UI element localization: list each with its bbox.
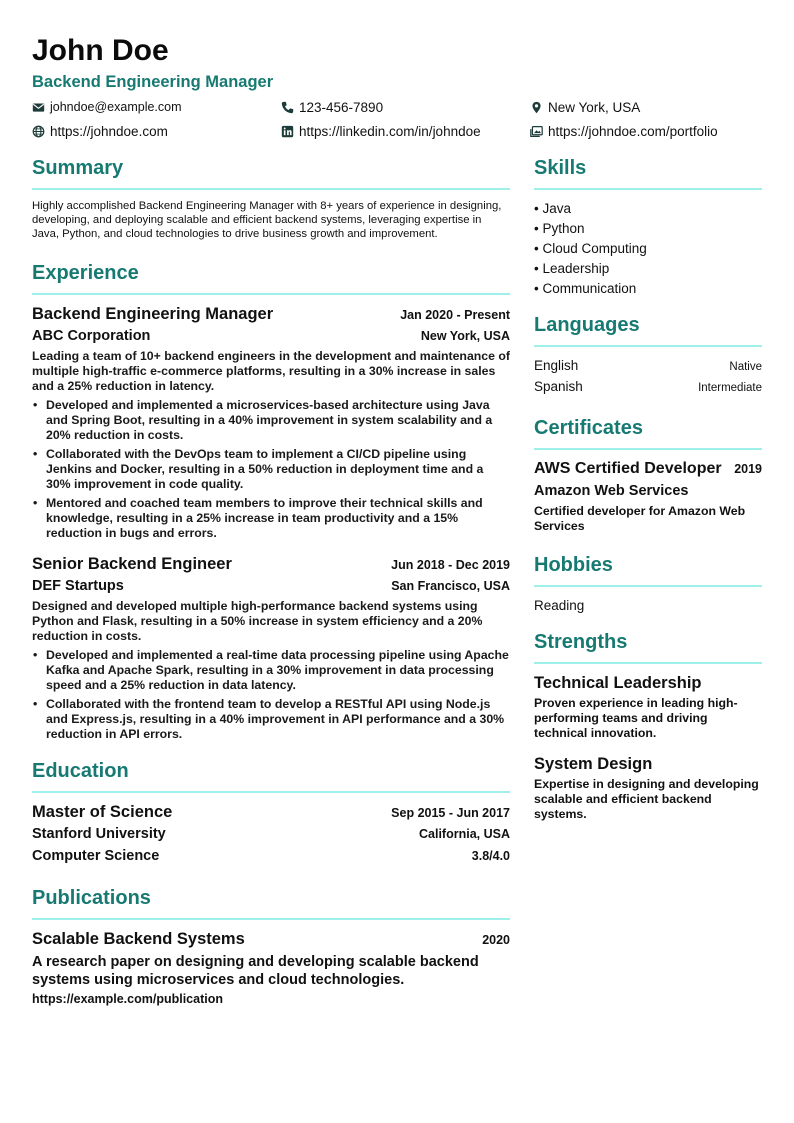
strength-item	[534, 754, 762, 822]
job-achievements	[32, 648, 510, 742]
location-text: New York, USA	[548, 100, 641, 115]
section-divider	[534, 662, 762, 664]
achievement-item: • Developed and implemented a real-time data processing pipeline using Apache Kafka and Apache Spark, resulting in a 30% improvement in data processing speed and a 25% reduction in data latency.	[32, 648, 510, 693]
education-section	[32, 759, 510, 866]
skill-label: Leadership	[542, 261, 610, 276]
linkedin-icon	[281, 125, 294, 138]
resume-page	[32, 34, 762, 1006]
achievement-item: • Mentored and coached team members to improve their technical skills and knowledge, resulting in a 25% increase in team productivity and a 15% reduction in bugs and errors.	[32, 496, 510, 541]
job-location: San Francisco, USA	[391, 579, 510, 593]
portfolio-link: https://johndoe.com/portfolio	[548, 124, 718, 139]
skills-heading: Skills	[534, 157, 587, 179]
contact-portfolio[interactable]	[530, 123, 762, 140]
portfolio-icon	[530, 125, 543, 138]
skill-label: Java	[542, 201, 572, 216]
strength-name: System Design	[534, 755, 653, 773]
job-dates: Jun 2018 - Dec 2019	[391, 558, 510, 572]
section-divider	[534, 188, 762, 190]
section-divider	[534, 448, 762, 450]
section-divider	[32, 791, 510, 793]
achievement-item: • Collaborated with the frontend team to develop a RESTful API using Node.js and Express.js, resulting in a 40% improvement in API performance and a 30% reduction in API errors.	[32, 697, 510, 742]
publication-description: A research paper on designing and developing scalable backend systems using microservices and cloud technologies.	[32, 954, 479, 988]
website-link: https://johndoe.com	[50, 124, 168, 139]
contact-location	[530, 99, 762, 116]
skill-item: • Java	[534, 201, 572, 216]
skill-label: Communication	[542, 281, 637, 296]
summary-heading: Summary	[32, 157, 124, 179]
degree-name: Master of Science	[32, 803, 173, 821]
strength-item	[534, 673, 762, 741]
section-divider	[32, 293, 510, 295]
hobby-item: Reading	[534, 598, 585, 613]
section-divider	[534, 345, 762, 347]
job-entry	[32, 554, 510, 742]
skill-item: • Python	[534, 221, 585, 236]
strength-description: Expertise in designing and developing scalable and efficient backend systems.	[534, 777, 759, 821]
language-name: English	[534, 358, 579, 373]
experience-heading: Experience	[32, 262, 139, 284]
publication-year: 2020	[482, 933, 510, 947]
skill-item: • Communication	[534, 281, 637, 296]
experience-section	[32, 261, 510, 742]
sidebar-column	[534, 156, 762, 822]
main-column	[32, 156, 510, 1006]
strengths-heading: Strengths	[534, 631, 628, 653]
language-name: Spanish	[534, 379, 583, 394]
job-description: Leading a team of 10+ backend engineers in the development and maintenance of multiple high-traffic e-commerce platforms, resulting in a 30% increase in sales and a 25% reduction in latency.	[32, 349, 510, 393]
strengths-section	[534, 630, 762, 822]
school-name: Stanford University	[32, 826, 166, 842]
summary-text: Highly accomplished Backend Engineering Manager with 8+ years of experience in designing, developing, and deploying scalable and efficient backend systems, leveraging expertise in Java, Python, and cloud technologies to drive business growth and improvement.	[32, 200, 502, 240]
section-divider	[32, 918, 510, 920]
phone-text: 123-456-7890	[299, 100, 384, 115]
hobbies-section	[534, 553, 762, 616]
publication-title: Scalable Backend Systems	[32, 930, 245, 948]
certificates-heading: Certificates	[534, 417, 643, 439]
skill-label: Cloud Computing	[542, 241, 647, 256]
section-divider	[32, 188, 510, 190]
skill-item: • Leadership	[534, 261, 610, 276]
field-of-study: Computer Science	[32, 848, 160, 864]
certificate-description: Certified developer for Amazon Web Services	[534, 504, 746, 533]
job-company: DEF Startups	[32, 578, 124, 594]
globe-icon	[32, 125, 45, 138]
contact-email[interactable]	[32, 99, 281, 116]
certificate-name: AWS Certified Developer	[534, 460, 722, 477]
phone-icon	[281, 101, 294, 114]
summary-section	[32, 156, 510, 241]
email-icon	[32, 101, 45, 114]
job-location: New York, USA	[420, 329, 510, 343]
contact-phone[interactable]	[281, 99, 530, 116]
skill-item: • Cloud Computing	[534, 241, 647, 256]
strength-name: Technical Leadership	[534, 674, 702, 692]
map-pin-icon	[530, 101, 543, 114]
achievement-item: • Developed and implemented a microservices-based architecture using Java and Spring Boot, resulting in a 40% improvement in system scalability and a 20% reduction in costs.	[32, 398, 510, 443]
job-dates: Jan 2020 - Present	[400, 308, 510, 322]
section-divider	[534, 585, 762, 587]
publications-section	[32, 886, 510, 1006]
job-title: Senior Backend Engineer	[32, 555, 232, 573]
education-heading: Education	[32, 760, 129, 782]
publication-link[interactable]: https://example.com/publication	[32, 992, 223, 1006]
achievement-item: • Collaborated with the DevOps team to implement a CI/CD pipeline using Jenkins and Docker, resulting in a 50% reduction in deployment time and a 30% improvement in code quality.	[32, 447, 510, 492]
job-company: ABC Corporation	[32, 328, 151, 344]
candidate-title: Backend Engineering Manager	[32, 73, 274, 91]
certificates-section	[534, 416, 762, 534]
linkedin-link: https://linkedin.com/in/johndoe	[299, 124, 481, 139]
language-item	[534, 377, 762, 398]
job-achievements	[32, 398, 510, 541]
email-text: johndoe@example.com	[50, 100, 182, 114]
contact-linkedin[interactable]	[281, 123, 530, 140]
school-location: California, USA	[419, 827, 510, 841]
education-dates: Sep 2015 - Jun 2017	[391, 806, 510, 820]
certificate-issuer: Amazon Web Services	[534, 483, 689, 499]
languages-section	[534, 313, 762, 398]
contact-website[interactable]	[32, 123, 281, 140]
language-level: Intermediate	[698, 382, 762, 394]
languages-heading: Languages	[534, 314, 640, 336]
skill-label: Python	[542, 221, 585, 236]
skills-section	[534, 156, 762, 299]
job-title: Backend Engineering Manager	[32, 305, 274, 323]
certificate-year: 2019	[734, 462, 762, 476]
job-description: Designed and developed multiple high-performance backend systems using Python and Flask, resulting in a 50% increase in system efficiency and a 20% reduction in costs.	[32, 599, 483, 643]
language-level: Native	[729, 361, 762, 373]
gpa: 3.8/4.0	[471, 849, 510, 863]
publications-heading: Publications	[32, 887, 151, 909]
strength-description: Proven experience in leading high-performing teams and driving technical innovation.	[534, 696, 738, 740]
language-item	[534, 356, 762, 377]
contact-info	[32, 99, 762, 140]
job-entry	[32, 304, 510, 541]
candidate-name: John Doe	[32, 34, 169, 67]
hobbies-heading: Hobbies	[534, 554, 613, 576]
